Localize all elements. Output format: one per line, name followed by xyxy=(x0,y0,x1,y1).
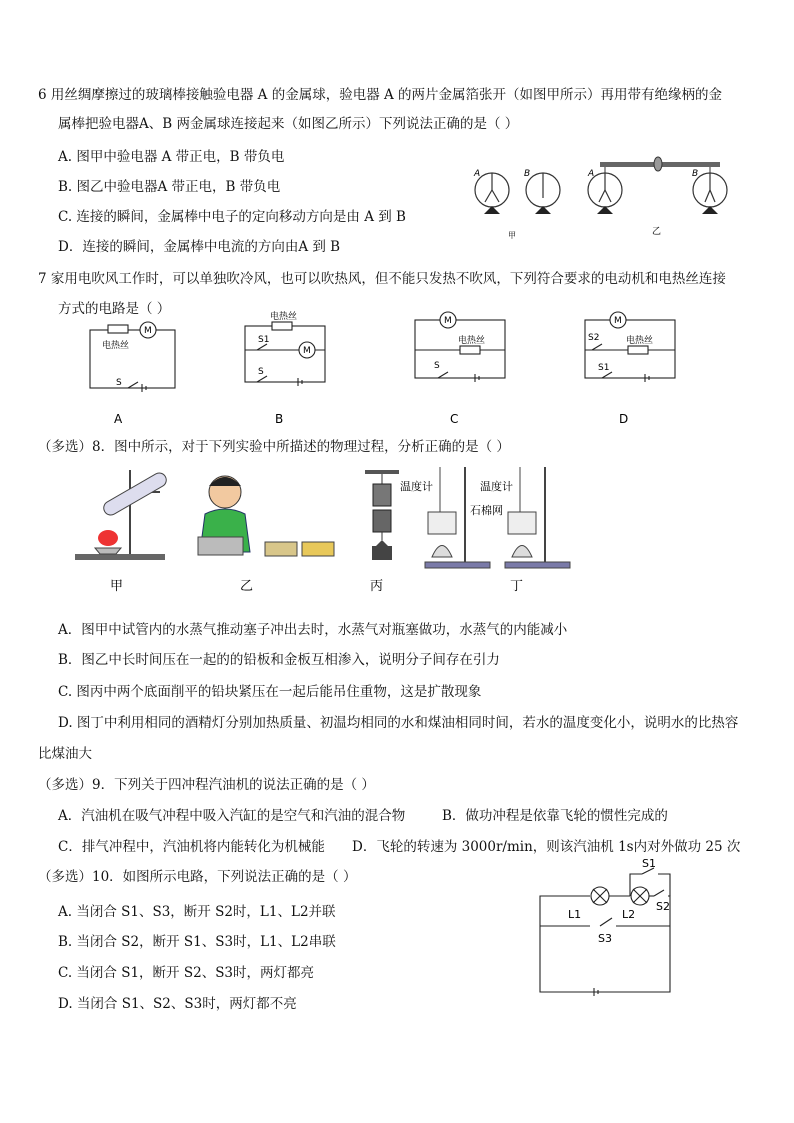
motor-label-c: M xyxy=(444,316,452,326)
q6-electroscope-figure xyxy=(460,150,760,250)
q8-stem: （多选）8．图中所示，对于下列实验中所描述的物理过程，分析正确的是（ ） xyxy=(38,439,510,455)
caption-bing: 丙 xyxy=(370,579,384,594)
caption-ding: 丁 xyxy=(510,579,524,594)
thermometer-label-2: 温度计 xyxy=(480,480,513,493)
q10-stem: （多选）10．如图所示电路，下列说法正确的是（ ） xyxy=(38,869,357,885)
q7-stem-line2: 方式的电路是（ ） xyxy=(58,301,171,317)
heater-label-a: 电热丝 xyxy=(102,341,130,351)
caption-yi: 乙 xyxy=(240,579,254,594)
option-label-a: A xyxy=(114,412,123,426)
q10-circuit-figure xyxy=(530,857,700,998)
q7-circuit-options-figure xyxy=(80,308,720,428)
lamp-label-l2: L2 xyxy=(622,908,636,921)
heater-label-b: 电热丝 xyxy=(270,312,298,322)
q9-option-c: C．排气冲程中，汽油机将内能转化为机械能 xyxy=(58,839,325,855)
motor-label-a: M xyxy=(144,326,152,336)
asbestos-label: 石棉网 xyxy=(470,504,503,517)
q6-stem-line1: 6 用丝绸摩擦过的玻璃棒接触验电器 A 的金属球，验电器 A 的两片金属箔张开（如图甲所示）再用带有绝缘柄的金 xyxy=(38,87,723,103)
q6-option-b: B. 图乙中验电器A 带正电，B 带负电 xyxy=(58,179,281,195)
q9-option-d: D．飞轮的转速为 3000r/min，则该汽油机 1s内对外做功 25 次 xyxy=(352,839,741,855)
q10-option-a: A. 当闭合 S1、S3，断开 S2时，L1、L2并联 xyxy=(58,904,336,920)
q6-option-d: D．连接的瞬间，金属棒中电流的方向由A 到 B xyxy=(58,239,341,255)
switch-label-b: S xyxy=(258,367,264,377)
fig-caption-jia: 甲 xyxy=(508,231,516,240)
motor-label-d: M xyxy=(614,316,622,326)
switch-label-c: S xyxy=(434,361,440,371)
q10-option-b: B. 当闭合 S2，断开 S1、S3时，L1、L2串联 xyxy=(58,934,336,950)
q9-stem: （多选）9．下列关于四冲程汽油机的说法正确的是（ ） xyxy=(38,777,375,793)
q10-option-c: C. 当闭合 S1，断开 S2、S3时，两灯都亮 xyxy=(58,965,315,981)
q6-option-c: C. 连接的瞬间，金属棒中电子的定向移动方向是由 A 到 B xyxy=(58,209,406,225)
experiment-yi-illustration xyxy=(198,476,334,556)
q8-option-d: D. 图丁中利用相同的酒精灯分别加热质量、初温均相同的水和煤油相同时间，若水的温度变化小，说明水的比热容 xyxy=(58,715,739,731)
thermometer-label-1: 温度计 xyxy=(400,480,433,493)
option-label-c: C xyxy=(450,412,459,426)
lamp-label-l1: L1 xyxy=(568,908,582,921)
caption-jia: 甲 xyxy=(110,579,124,594)
q8-option-d-cont: 比煤油大 xyxy=(38,746,92,762)
fig-caption-yi: 乙 xyxy=(652,227,662,237)
electroscope-label-b2: B xyxy=(692,169,699,179)
switch-label-s2: S2 xyxy=(656,900,670,913)
switch-label-a: S xyxy=(116,378,122,388)
q10-option-d: D. 当闭合 S1、S2、S3时，两灯都不亮 xyxy=(58,996,297,1012)
switch-label-d1: S1 xyxy=(598,363,610,373)
electroscope-label-a2: A xyxy=(588,169,595,179)
q6-option-a: A. 图甲中验电器 A 带正电，B 带负电 xyxy=(58,149,285,165)
experiment-jia-illustration xyxy=(75,470,169,560)
switch-label-b1: S1 xyxy=(258,335,270,345)
electroscope-label-a1: A xyxy=(474,169,481,179)
q8-option-a: A．图甲中试管内的水蒸气推动塞子冲出去时，水蒸气对瓶塞做功，水蒸气的内能减小 xyxy=(58,622,568,638)
heater-label-c: 电热丝 xyxy=(458,336,486,346)
q6-stem-line2: 属棒把验电器A、B 两金属球连接起来（如图乙所示）下列说法正确的是（ ） xyxy=(58,116,519,132)
electroscope-label-b1: B xyxy=(524,169,531,179)
option-label-d: D xyxy=(619,412,629,426)
q9-option-a: A．汽油机在吸气冲程中吸入汽缸的是空气和汽油的混合物 xyxy=(58,808,406,824)
switch-label-d2: S2 xyxy=(588,333,600,343)
switch-label-s1: S1 xyxy=(642,857,656,870)
option-label-b: B xyxy=(275,412,284,426)
switch-label-s3: S3 xyxy=(598,932,612,945)
q9-option-b: B．做功冲程是依靠飞轮的惯性完成的 xyxy=(442,808,668,824)
q8-option-c: C. 图丙中两个底面削平的铅块紧压在一起后能吊住重物，这是扩散现象 xyxy=(58,684,482,700)
q8-option-b: B．图乙中长时间压在一起的的铅板和金板互相渗入，说明分子间存在引力 xyxy=(58,652,500,668)
q7-stem-line1: 7 家用电吹风工作时，可以单独吹冷风，也可以吹热风，但不能只发热不吹风，下列符合要求的电动机和电热丝连接 xyxy=(38,271,726,287)
q8-experiments-figure xyxy=(70,462,570,597)
motor-label-b: M xyxy=(303,346,311,356)
experiment-bing-illustration xyxy=(365,470,399,560)
heater-label-d: 电热丝 xyxy=(626,336,654,346)
